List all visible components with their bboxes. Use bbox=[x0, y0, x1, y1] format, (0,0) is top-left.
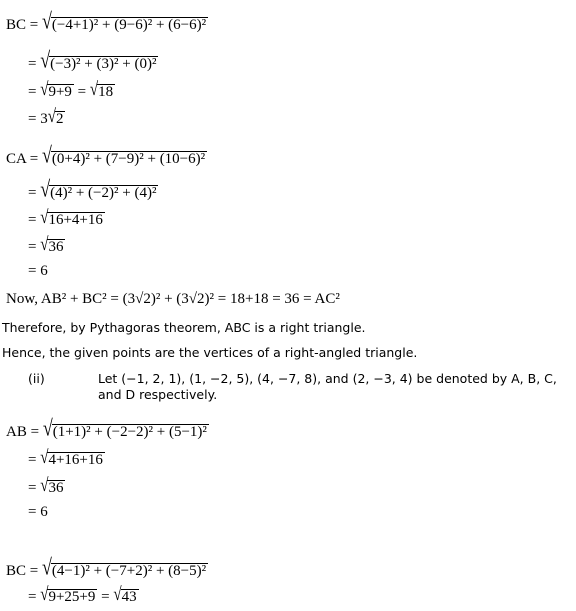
bc2-line-2: = √9+25+9 = √43 bbox=[28, 585, 137, 605]
ab-line-3: = √36 bbox=[28, 476, 64, 496]
ab-expr-4: 6 bbox=[40, 504, 48, 520]
ab-expr-3: 36 bbox=[48, 480, 64, 496]
ca-line-4: = √36 bbox=[28, 235, 64, 255]
ca-expr-3: 16+4+16 bbox=[48, 212, 103, 228]
ab-lhs: AB bbox=[6, 424, 27, 440]
ca-line-2: = √(4)² + (−2)² + (4)² bbox=[28, 176, 157, 202]
ca-line-5: = 6 bbox=[28, 263, 48, 279]
bc2-line-1: BC = √(4−1)² + (−7+2)² + (8−5)² bbox=[6, 554, 207, 580]
bc-lhs: BC bbox=[6, 17, 27, 33]
ca-line-3: = √16+4+16 bbox=[28, 208, 103, 228]
bc-line-1: BC = √(−4+1)² + (9−6)² + (6−6)² bbox=[6, 8, 207, 34]
ca-line-1: CA = √(0+4)² + (7−9)² + (10−6)² bbox=[6, 142, 206, 168]
bc-line-4: = 3√2 bbox=[28, 107, 64, 127]
bc-line-3: = √9+9 = √18 bbox=[28, 80, 114, 100]
ab-line-2: = √4+16+16 bbox=[28, 448, 103, 468]
bc2-expr-1: (4−1)² + (−7+2)² + (8−5)² bbox=[51, 563, 207, 579]
text-hence: Hence, the given points are the vertices of a right-angled triangle. bbox=[2, 345, 418, 360]
item-number: (ii) bbox=[28, 371, 45, 386]
ca-expr-1: (0+4)² + (7−9)² + (10−6)² bbox=[51, 151, 206, 167]
ab-line-4: = 6 bbox=[28, 504, 48, 520]
bc2-expr-2a: 9+25+9 bbox=[48, 589, 96, 605]
item-text-2: and D respectively. bbox=[98, 387, 218, 402]
item-text-1: Let (−1, 2, 1), (1, −2, 5), (4, −7, 8), and (2, −3, 4) be denoted by A, B, C, bbox=[98, 371, 557, 386]
now-line: Now, AB² + BC² = (3√2)² + (3√2)² = 18+18 = 36 = AC² bbox=[6, 291, 340, 307]
ca-expr-5: 6 bbox=[40, 263, 48, 279]
ab-line-1: AB = √(1+1)² + (−2−2)² + (5−1)² bbox=[6, 415, 207, 441]
text-therefore: Therefore, by Pythagoras theorem, ABC is a right triangle. bbox=[2, 320, 366, 335]
bc2-expr-2b: 43 bbox=[121, 589, 137, 605]
bc-expr-3a: 9+9 bbox=[48, 84, 72, 100]
ca-lhs: CA bbox=[6, 151, 27, 167]
bc-expr-1: (−4+1)² + (9−6)² + (6−6)² bbox=[51, 17, 207, 33]
bc-expr-3b: 18 bbox=[98, 84, 114, 100]
ab-expr-1: (1+1)² + (−2−2)² + (5−1)² bbox=[52, 424, 207, 440]
bc-expr-4r: 2 bbox=[55, 111, 64, 127]
ca-expr-4: 36 bbox=[48, 239, 64, 255]
bc-expr-4: 3 bbox=[40, 111, 48, 127]
ca-expr-2: (4)² + (−2)² + (4)² bbox=[50, 185, 157, 201]
bc-expr-2: (−3)² + (3)² + (0)² bbox=[50, 56, 157, 72]
ab-expr-2: 4+16+16 bbox=[48, 452, 103, 468]
bc-line-2: = √(−3)² + (3)² + (0)² bbox=[28, 47, 157, 73]
bc2-lhs: BC bbox=[6, 563, 27, 579]
